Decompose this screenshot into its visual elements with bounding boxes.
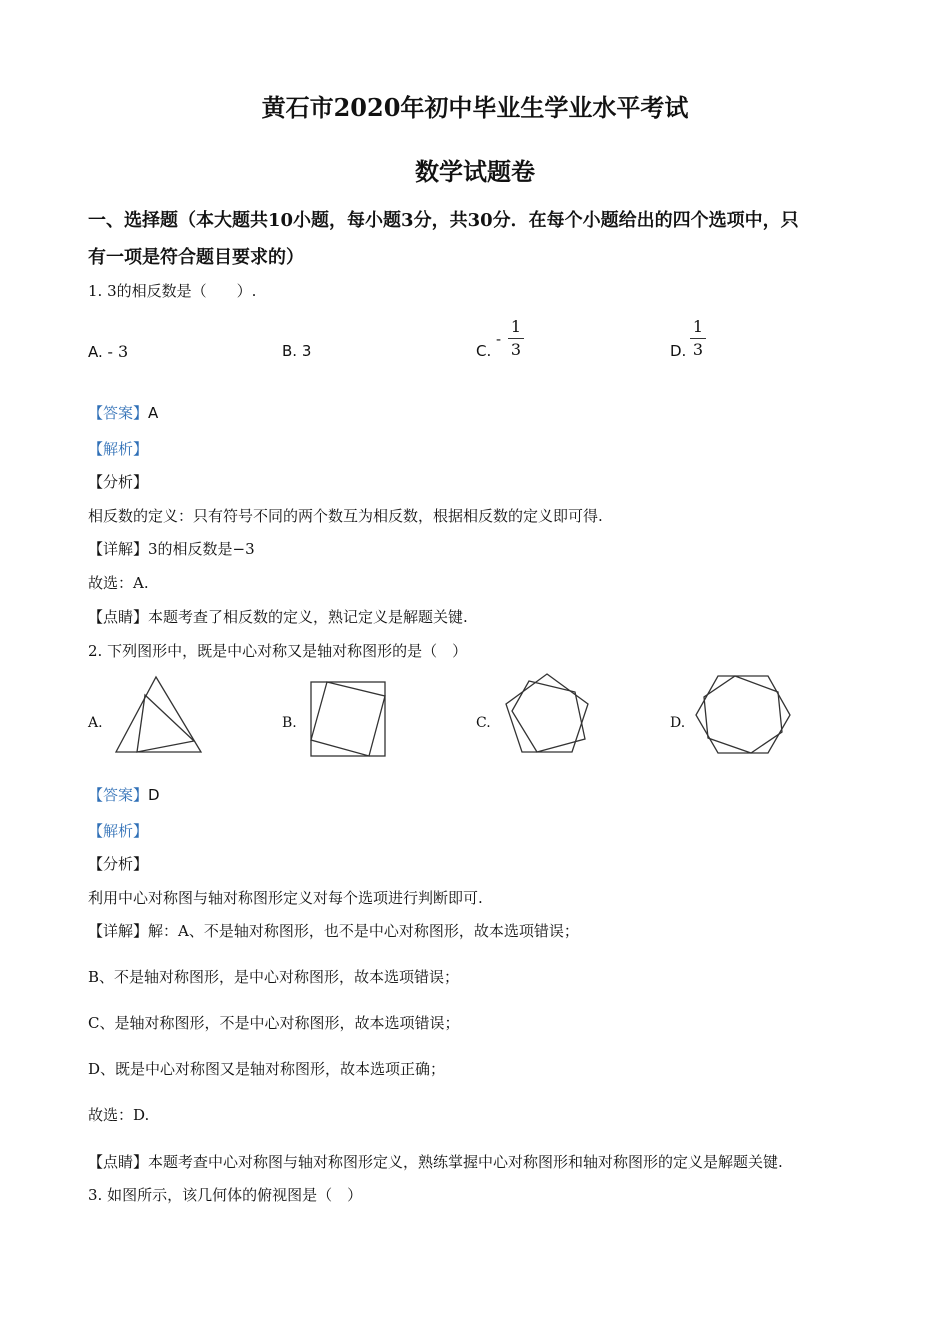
q1-option-a-label: A. [88, 343, 103, 361]
q1-option-b-label: B. [282, 342, 298, 360]
q1-option-c-denominator: 3 [510, 340, 522, 359]
q2-analysis: 利用中心对称图与轴对称图形定义对每个选项进行判断即可. [88, 889, 483, 907]
q2-fenxi-tag: 【分析】 [88, 855, 149, 873]
q2-choice: 故选：D. [88, 1106, 150, 1124]
q1-answer [88, 402, 158, 423]
q1-option-a-value: - 3 [107, 342, 129, 361]
q2-answer-tag: 【答案】 [88, 786, 149, 804]
q2-fig-d-label: D. [670, 715, 686, 731]
q1-detail: 【详解】3的相反数是−3 [88, 540, 255, 558]
q1-comment: 【点睛】本题考查了相反数的定义，熟记定义是解题关键. [88, 608, 468, 626]
q1-choice: 故选：A. [88, 574, 149, 592]
q2-detail-b: B、不是轴对称图形，是中心对称图形，故本选项错误； [88, 968, 460, 986]
q1-jiexi-tag: 【解析】 [88, 440, 149, 458]
q1-stem: 1. 3的相反数是（ ）. [88, 282, 257, 300]
q2-fig-a-triangle-icon [112, 674, 206, 756]
q2-answer [88, 784, 160, 805]
q1-fenxi-tag: 【分析】 [88, 473, 149, 491]
q1-option-a [88, 342, 128, 361]
fraction-bar [508, 338, 524, 339]
q1-option-d-numerator: 1 [692, 317, 704, 336]
q1-analysis: 相反数的定义：只有符号不同的两个数互为相反数，根据相反数的定义即可得. [88, 507, 603, 525]
q2-stem: 2. 下列图形中，既是中心对称又是轴对称图形的是（ ） [88, 642, 468, 660]
q2-detail-a: 【详解】解：A、不是轴对称图形，也不是中心对称图形，故本选项错误； [88, 922, 579, 940]
q1-option-d-denominator: 3 [692, 340, 704, 359]
q1-option-c-fraction [506, 317, 526, 360]
page-subtitle: 数学试题卷 [415, 157, 535, 186]
q2-fig-b-label: B. [282, 715, 297, 731]
q2-fig-b-square-icon [309, 680, 389, 760]
page-title: 黄石市2020年初中毕业生学业水平考试 [261, 93, 689, 122]
q1-answer-value: A [148, 404, 159, 422]
fraction-bar [690, 338, 706, 339]
q1-option-c-sign: - [496, 330, 502, 348]
q2-fig-d-hexagon-icon [694, 674, 794, 758]
q2-fig-c-pentagon-icon [504, 672, 594, 758]
q2-fig-c-label: C. [476, 715, 491, 731]
q1-option-d-label: D. [670, 342, 687, 360]
section-heading-line2: 有一项是符合题目要求的） [88, 247, 304, 268]
q1-option-b [282, 342, 311, 360]
q1-option-d-fraction [688, 317, 708, 360]
q2-detail-d: D、既是中心对称图又是轴对称图形，故本选项正确； [88, 1060, 446, 1078]
q3-stem: 3. 如图所示，该几何体的俯视图是（ ） [88, 1186, 363, 1204]
q1-option-b-value: 3 [301, 342, 312, 360]
q2-fig-a-label: A. [88, 715, 103, 731]
q2-answer-value: D [148, 786, 160, 804]
q2-detail-c: C、是轴对称图形，不是中心对称图形，故本选项错误； [88, 1014, 460, 1032]
q1-answer-tag: 【答案】 [88, 404, 149, 422]
section-heading-line1: 一、选择题（本大题共10小题，每小题3分，共30分．在每个小题给出的四个选项中，只 [88, 210, 799, 231]
q2-jiexi-tag: 【解析】 [88, 822, 149, 840]
q2-comment: 【点睛】本题考查中心对称图与轴对称图形定义，熟练掌握中心对称图形和轴对称图形的定义是解题关键. [88, 1153, 783, 1171]
q1-option-c-label: C. [476, 342, 492, 360]
q1-option-c-numerator: 1 [510, 317, 522, 336]
